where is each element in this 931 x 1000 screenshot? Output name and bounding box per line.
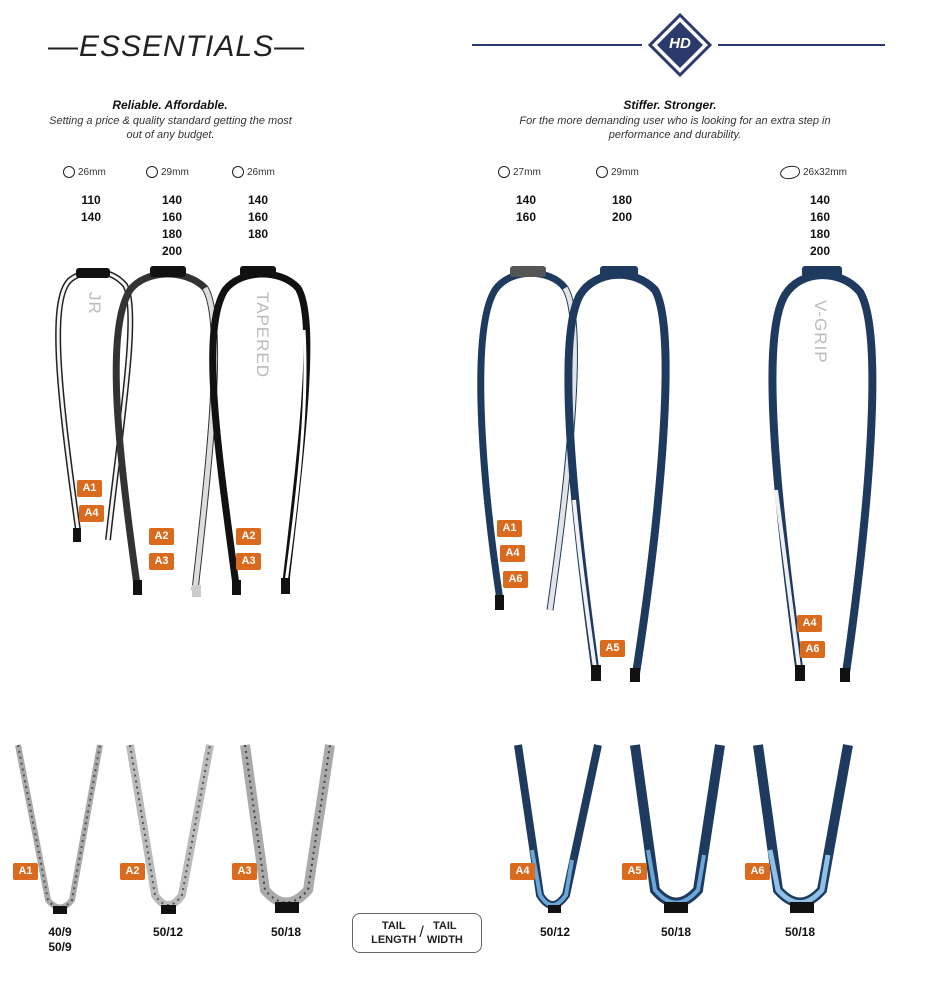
tail-badge-a1: A1: [13, 863, 38, 880]
hd-tagline: Stiffer. Stronger.: [623, 98, 717, 112]
tail-size-a2: 50/12: [152, 925, 184, 939]
tail-badge-a2: A2: [120, 863, 145, 880]
essentials-diameter-2: 29mm: [146, 166, 189, 178]
hd-sizes-2: 180 200: [611, 193, 633, 224]
essentials-description: Setting a price & quality standard getting the most out of any budget.: [49, 115, 292, 141]
badge-a4: A4: [797, 615, 822, 632]
round-diameter-icon: [146, 166, 158, 178]
tail-legend: [352, 913, 482, 953]
tail-size-a5: 50/18: [660, 925, 692, 939]
badge-a6: A6: [800, 641, 825, 658]
boom-label-tapered: TAPERED: [253, 292, 272, 379]
hd-diameter-2: 29mm: [596, 166, 639, 178]
badge-a5: A5: [600, 640, 625, 657]
badge-a4: A4: [500, 545, 525, 562]
tail-badge-a5: A5: [622, 863, 647, 880]
round-diameter-icon: [232, 166, 244, 178]
tail-size-a6: 50/18: [784, 925, 816, 939]
legend-tail-length: TAIL LENGTH: [371, 920, 417, 946]
tail-size-a3: 50/18: [270, 925, 302, 939]
tail-size-a1: 40/9 50/9: [48, 925, 72, 954]
badge-a2: A2: [149, 528, 174, 545]
boom-label-jr: JR: [85, 292, 104, 315]
oval-diameter-icon: [779, 165, 801, 181]
round-diameter-icon: [63, 166, 75, 178]
tail-a2: [130, 745, 210, 914]
essentials-tagline: Reliable. Affordable.: [112, 98, 228, 112]
hd-diameter-1: 27mm: [498, 166, 541, 178]
boom-hd-29: [568, 266, 665, 682]
tail-a4: [518, 745, 598, 913]
essentials-heading: —ESSENTIALS—: [48, 30, 306, 63]
boom-hd-27: [481, 266, 575, 610]
hd-sizes-3: 140 160 180 200: [809, 193, 831, 258]
hd-description: For the more demanding user who is looking for an extra step in performance and durability.: [519, 115, 831, 141]
tail-badge-a4: A4: [510, 863, 535, 880]
hd-logo-text: HD: [669, 35, 691, 52]
badge-a4: A4: [79, 505, 104, 522]
tail-badge-a6: A6: [745, 863, 770, 880]
legend-tail-width: TAIL WIDTH: [426, 920, 463, 946]
essentials-sizes-3: 140 160 180: [247, 193, 269, 241]
badge-a1: A1: [77, 480, 102, 497]
badge-a6: A6: [503, 571, 528, 588]
essentials-diameter-3: 26mm: [232, 166, 275, 178]
legend-slash: /: [419, 924, 424, 941]
essentials-diameter-1: 26mm: [63, 166, 106, 178]
tail-badge-a3: A3: [232, 863, 257, 880]
essentials-sizes-1: 110 140: [80, 193, 102, 224]
badge-a2: A2: [236, 528, 261, 545]
hd-diameter-3: 26x32mm: [780, 166, 847, 179]
badge-a1: A1: [497, 520, 522, 537]
tail-size-a4: 50/12: [539, 925, 571, 939]
round-diameter-icon: [596, 166, 608, 178]
hd-sizes-1: 140 160: [515, 193, 537, 224]
round-diameter-icon: [498, 166, 510, 178]
tail-a3: [245, 745, 330, 913]
essentials-sizes-2: 140 160 180 200: [161, 193, 183, 258]
tail-a1: [18, 745, 100, 914]
badge-a3: A3: [236, 553, 261, 570]
badge-a3: A3: [149, 553, 174, 570]
boom-label-v-grip: V-GRIP: [811, 300, 830, 364]
tail-a6: [758, 745, 848, 913]
tail-a5: [635, 745, 720, 913]
